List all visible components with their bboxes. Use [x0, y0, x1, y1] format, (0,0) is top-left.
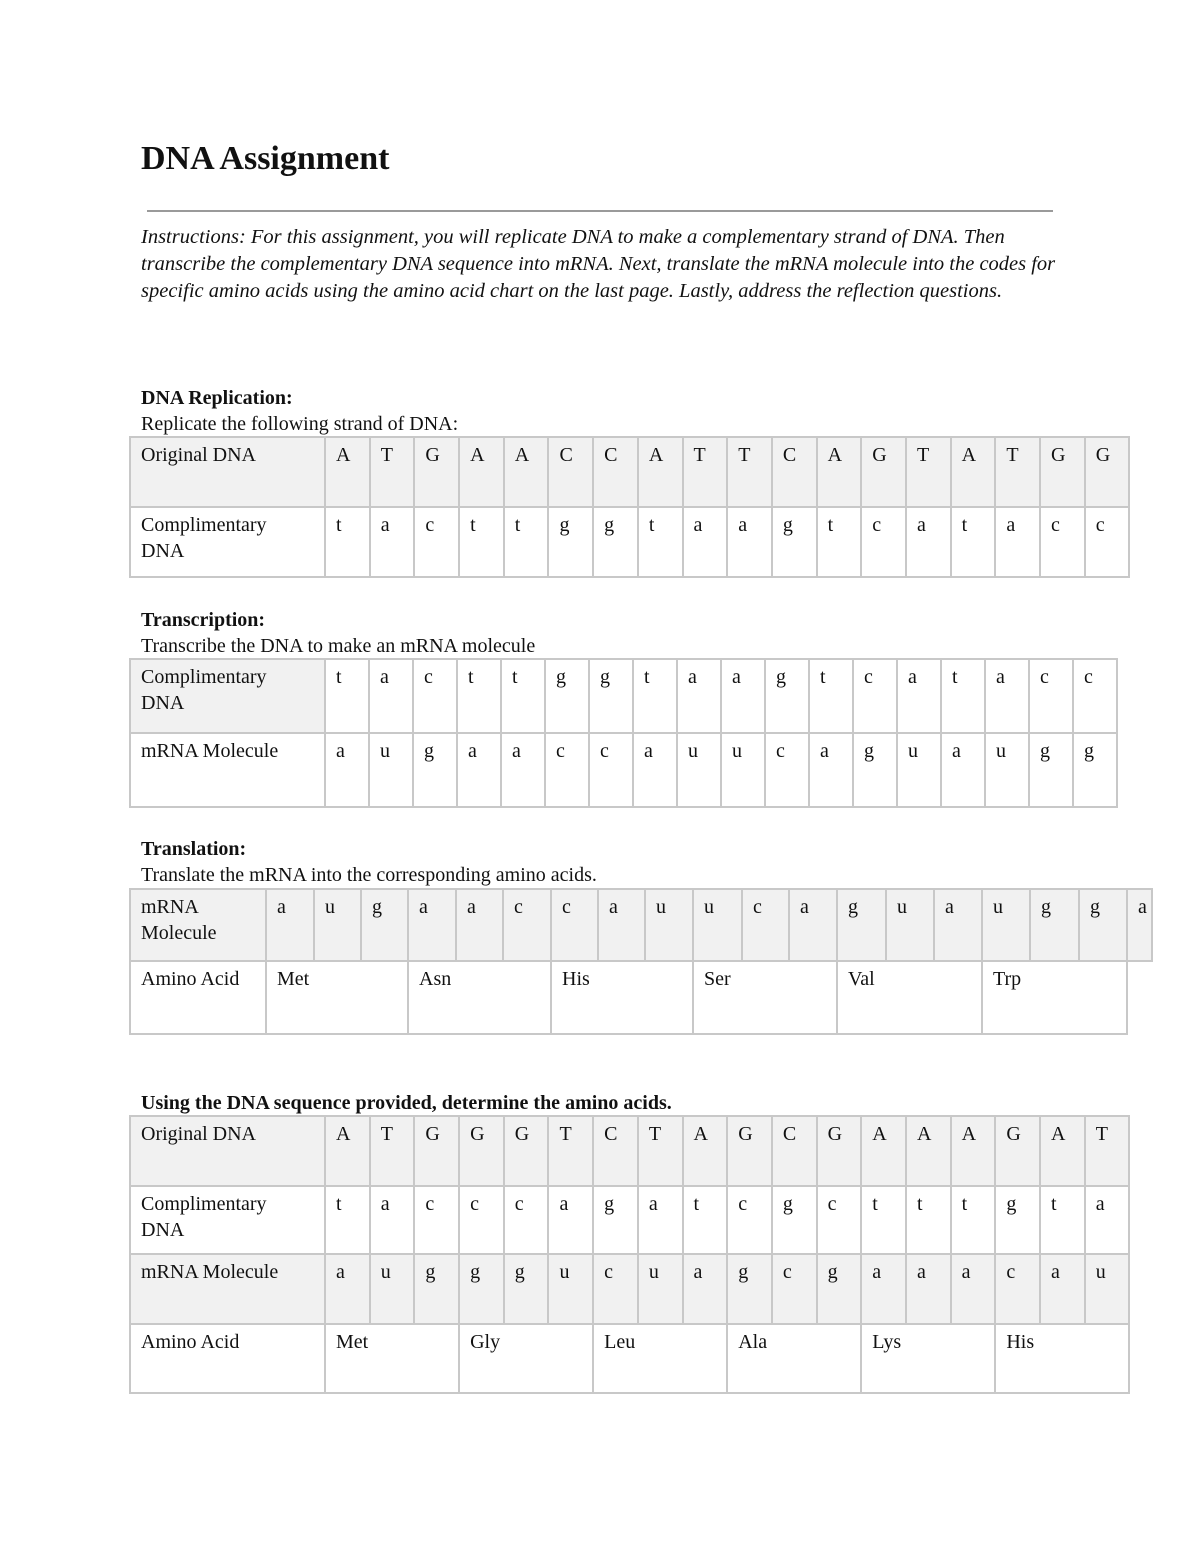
empty-cell: [1127, 961, 1152, 1034]
base-cell: C: [548, 437, 593, 507]
base-cell: c: [545, 733, 589, 807]
base-cell: a: [941, 733, 985, 807]
base-cell: g: [1073, 733, 1117, 807]
base-cell: T: [638, 1116, 683, 1186]
base-cell: c: [589, 733, 633, 807]
base-cell: g: [837, 889, 886, 961]
base-cell: t: [638, 507, 683, 577]
base-cell: a: [789, 889, 837, 961]
amino-acid-row: [130, 1324, 1129, 1393]
base-cell: a: [548, 1186, 593, 1254]
base-cell: u: [982, 889, 1030, 961]
base-cell: a: [1127, 889, 1152, 961]
amino-acid-row: [130, 961, 1152, 1034]
base-cell: G: [1040, 437, 1085, 507]
base-cell: t: [951, 1186, 996, 1254]
base-cell: g: [772, 1186, 817, 1254]
base-cell: c: [817, 1186, 862, 1254]
base-cell: u: [897, 733, 941, 807]
base-cell: a: [501, 733, 545, 807]
base-cell: u: [645, 889, 693, 961]
base-cell: T: [727, 437, 772, 507]
amino-acid-cell: Leu: [593, 1324, 727, 1393]
base-cell: G: [817, 1116, 862, 1186]
base-cell: A: [504, 437, 549, 507]
amino-acid-cell: Met: [325, 1324, 459, 1393]
base-cell: a: [369, 659, 413, 733]
base-cell: g: [545, 659, 589, 733]
base-cell: A: [861, 1116, 906, 1186]
base-cell: t: [459, 507, 504, 577]
base-cell: u: [886, 889, 934, 961]
base-cell: a: [906, 507, 951, 577]
base-cell: a: [721, 659, 765, 733]
base-cell: G: [995, 1116, 1040, 1186]
translation-prompt: Translate the mRNA into the corresponding amino acids.: [141, 864, 597, 886]
amino-acid-cell: Ser: [693, 961, 837, 1034]
base-cell: c: [1029, 659, 1073, 733]
amino-acid-cell: His: [551, 961, 693, 1034]
base-cell: u: [985, 733, 1029, 807]
base-cell: g: [1079, 889, 1127, 961]
original-dna-row: [130, 437, 1129, 507]
base-cell: t: [633, 659, 677, 733]
base-cell: c: [504, 1186, 549, 1254]
base-cell: g: [772, 507, 817, 577]
base-cell: c: [1040, 507, 1085, 577]
base-cell: G: [414, 1116, 459, 1186]
base-cell: t: [817, 507, 862, 577]
base-cell: G: [414, 437, 459, 507]
base-cell: a: [683, 507, 728, 577]
base-cell: u: [677, 733, 721, 807]
transcription-heading: Transcription:: [141, 609, 266, 631]
base-cell: u: [314, 889, 361, 961]
base-cell: a: [598, 889, 645, 961]
base-cell: c: [1073, 659, 1117, 733]
complimentary-dna-row: [130, 659, 1117, 733]
base-cell: A: [638, 437, 683, 507]
base-cell: A: [906, 1116, 951, 1186]
amino-acid-cell: Ala: [727, 1324, 861, 1393]
replication-table: [129, 436, 1130, 578]
base-cell: t: [861, 1186, 906, 1254]
base-cell: G: [861, 437, 906, 507]
base-cell: t: [325, 507, 370, 577]
base-cell: a: [325, 1254, 370, 1324]
base-cell: a: [861, 1254, 906, 1324]
base-cell: a: [809, 733, 853, 807]
base-cell: c: [765, 733, 809, 807]
base-cell: T: [683, 437, 728, 507]
base-cell: t: [941, 659, 985, 733]
base-cell: T: [995, 437, 1040, 507]
replication-heading: DNA Replication:: [141, 387, 293, 409]
base-cell: c: [414, 507, 459, 577]
base-cell: T: [370, 437, 415, 507]
page-title: DNA Assignment: [141, 140, 390, 177]
base-cell: g: [765, 659, 809, 733]
base-cell: g: [589, 659, 633, 733]
base-cell: u: [1085, 1254, 1130, 1324]
base-cell: c: [414, 1186, 459, 1254]
original-dna-row-label: Original DNA: [130, 1116, 325, 1186]
base-cell: g: [414, 1254, 459, 1324]
base-cell: C: [593, 437, 638, 507]
mrna-molecule-row-label: mRNA Molecule: [130, 889, 266, 961]
title-divider: [147, 210, 1053, 212]
base-cell: c: [1085, 507, 1130, 577]
determine-table: [129, 1115, 1130, 1394]
base-cell: g: [853, 733, 897, 807]
instructions-text: Instructions: For this assignment, you will replicate DNA to make a complementary strand of DNA. Then transcribe the complementary DNA sequence into mRNA. Next, translate the mRNA molecule into the codes for specific amino acids using the amino acid chart on the last page. Lastly, address the reflection questions.: [141, 226, 1056, 302]
base-cell: c: [742, 889, 789, 961]
base-cell: a: [683, 1254, 728, 1324]
base-cell: A: [951, 437, 996, 507]
base-cell: g: [1030, 889, 1079, 961]
base-cell: c: [593, 1254, 638, 1324]
base-cell: c: [861, 507, 906, 577]
transcription-table: [129, 658, 1118, 808]
base-cell: t: [683, 1186, 728, 1254]
base-cell: A: [325, 1116, 370, 1186]
base-cell: a: [906, 1254, 951, 1324]
base-cell: a: [985, 659, 1029, 733]
base-cell: g: [1029, 733, 1073, 807]
mrna-molecule-row: [130, 1254, 1129, 1324]
complimentary-dna-row: [130, 1186, 1129, 1254]
base-cell: u: [638, 1254, 683, 1324]
base-cell: g: [548, 507, 593, 577]
amino-acid-cell: His: [995, 1324, 1129, 1393]
base-cell: g: [504, 1254, 549, 1324]
amino-acid-cell: Met: [266, 961, 408, 1034]
translation-heading: Translation:: [141, 838, 247, 860]
base-cell: T: [370, 1116, 415, 1186]
base-cell: c: [772, 1254, 817, 1324]
complimentary-dna-row: [130, 507, 1129, 577]
base-cell: u: [370, 1254, 415, 1324]
base-cell: c: [551, 889, 598, 961]
amino-acid-row-label: Amino Acid: [130, 1324, 325, 1393]
mrna-molecule-row-label: mRNA Molecule: [130, 1254, 325, 1324]
base-cell: c: [853, 659, 897, 733]
base-cell: c: [413, 659, 457, 733]
base-cell: A: [325, 437, 370, 507]
base-cell: c: [727, 1186, 772, 1254]
transcription-prompt: Transcribe the DNA to make an mRNA molecule: [141, 635, 536, 657]
base-cell: G: [504, 1116, 549, 1186]
base-cell: A: [1040, 1116, 1085, 1186]
base-cell: u: [721, 733, 765, 807]
translation-table: [129, 888, 1153, 1035]
base-cell: t: [501, 659, 545, 733]
base-cell: t: [809, 659, 853, 733]
base-cell: A: [459, 437, 504, 507]
amino-acid-row-label: Amino Acid: [130, 961, 266, 1034]
mrna-molecule-row: [130, 889, 1152, 961]
base-cell: t: [325, 659, 369, 733]
base-cell: C: [772, 437, 817, 507]
amino-acid-cell: Lys: [861, 1324, 995, 1393]
base-cell: G: [459, 1116, 504, 1186]
base-cell: T: [1085, 1116, 1130, 1186]
base-cell: a: [456, 889, 503, 961]
base-cell: a: [408, 889, 456, 961]
amino-acid-cell: Asn: [408, 961, 551, 1034]
base-cell: a: [897, 659, 941, 733]
base-cell: g: [727, 1254, 772, 1324]
base-cell: T: [548, 1116, 593, 1186]
amino-acid-cell: Gly: [459, 1324, 593, 1393]
base-cell: t: [1040, 1186, 1085, 1254]
base-cell: g: [361, 889, 408, 961]
base-cell: a: [266, 889, 314, 961]
base-cell: a: [995, 507, 1040, 577]
base-cell: T: [906, 437, 951, 507]
mrna-molecule-row-label: mRNA Molecule: [130, 733, 325, 807]
amino-acid-cell: Val: [837, 961, 982, 1034]
base-cell: a: [1085, 1186, 1130, 1254]
base-cell: G: [727, 1116, 772, 1186]
mrna-molecule-row: [130, 733, 1117, 807]
base-cell: a: [325, 733, 369, 807]
base-cell: a: [727, 507, 772, 577]
base-cell: g: [593, 1186, 638, 1254]
base-cell: a: [638, 1186, 683, 1254]
replication-prompt: Replicate the following strand of DNA:: [141, 413, 459, 435]
base-cell: g: [817, 1254, 862, 1324]
base-cell: a: [677, 659, 721, 733]
complimentary-dna-row-label: Complimentary DNA: [130, 659, 325, 733]
base-cell: a: [457, 733, 501, 807]
base-cell: g: [995, 1186, 1040, 1254]
base-cell: c: [503, 889, 551, 961]
base-cell: u: [548, 1254, 593, 1324]
base-cell: a: [633, 733, 677, 807]
complimentary-dna-row-label: Complimentary DNA: [130, 1186, 325, 1254]
base-cell: a: [1040, 1254, 1085, 1324]
base-cell: g: [413, 733, 457, 807]
base-cell: a: [951, 1254, 996, 1324]
amino-acid-cell: Trp: [982, 961, 1127, 1034]
base-cell: G: [1085, 437, 1130, 507]
base-cell: t: [504, 507, 549, 577]
base-cell: C: [593, 1116, 638, 1186]
base-cell: A: [951, 1116, 996, 1186]
base-cell: a: [370, 1186, 415, 1254]
base-cell: C: [772, 1116, 817, 1186]
base-cell: A: [683, 1116, 728, 1186]
original-dna-row: [130, 1116, 1129, 1186]
base-cell: t: [457, 659, 501, 733]
original-dna-row-label: Original DNA: [130, 437, 325, 507]
base-cell: A: [817, 437, 862, 507]
base-cell: a: [934, 889, 982, 961]
base-cell: a: [370, 507, 415, 577]
base-cell: g: [593, 507, 638, 577]
base-cell: g: [459, 1254, 504, 1324]
complimentary-dna-row-label: Complimentary DNA: [130, 507, 325, 577]
base-cell: u: [693, 889, 742, 961]
base-cell: t: [906, 1186, 951, 1254]
determine-heading: Using the DNA sequence provided, determine the amino acids.: [141, 1092, 672, 1114]
base-cell: c: [995, 1254, 1040, 1324]
base-cell: t: [325, 1186, 370, 1254]
base-cell: t: [951, 507, 996, 577]
base-cell: u: [369, 733, 413, 807]
base-cell: c: [459, 1186, 504, 1254]
